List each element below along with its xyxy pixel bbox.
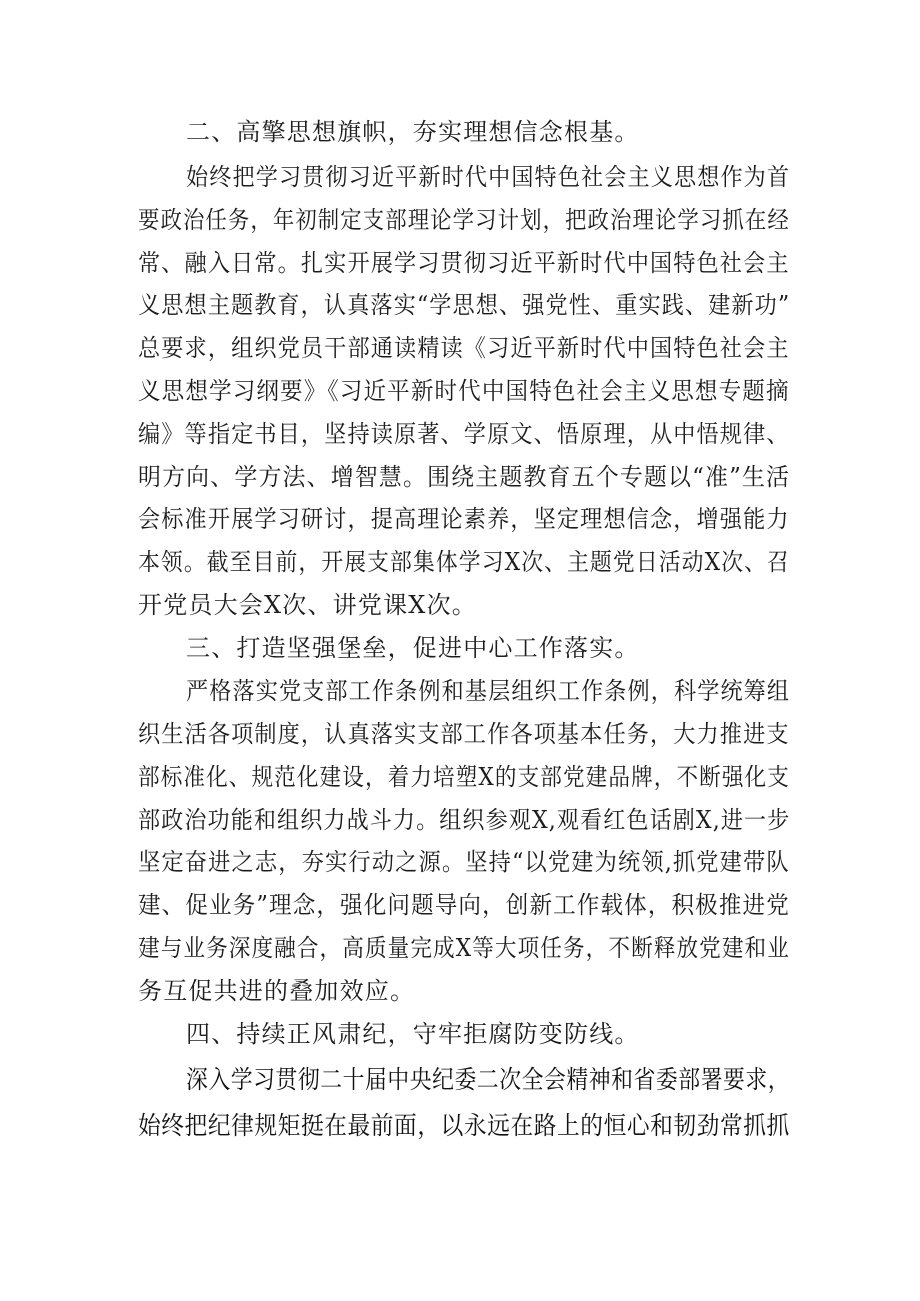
section-3-line: 建与业务深度融合，高质量完成X等大项任务，不断释放党建和业 — [138, 934, 790, 962]
section-2-line: 义思想主题教育，认真落实“学思想、强党性、重实践、建新功” — [138, 291, 791, 319]
section-2-line: 常、融入日常。扎实开展学习贯彻习近平新时代中国特色社会主 — [138, 249, 790, 277]
section-3-line: 务互促共进的叠加效应。 — [138, 977, 416, 1005]
section-2-line: 本领。截至目前，开展支部集体学习X次、主题党日活动X次、召 — [138, 548, 790, 576]
section-2-line: 编》等指定书目，坚持读原著、学原文、悟原理，从中悟规律、 — [138, 420, 790, 448]
section-4-line: 始终把纪律规矩挺在最前面，以永远在路上的恒心和韧劲常抓抓 — [138, 1111, 790, 1140]
section-4-heading: 四、持续正风肃纪，守牢拒腐防变防线。 — [186, 1020, 640, 1048]
section-2-line: 义思想学习纲要》《习近平新时代中国特色社会主义思想专题摘 — [138, 377, 790, 405]
section-2-line: 要政治任务，年初制定支部理论学习计划，把政治理论学习抓在经 — [138, 206, 790, 234]
section-3-line: 部标准化、规范化建设，着力培塑X的支部党建品牌，不断强化支 — [138, 763, 790, 791]
section-3-line: 织生活各项制度，认真落实支部工作各项基本任务，大力推进支 — [138, 720, 790, 748]
section-3-line: 建、促业务”理念，强化问题导向，创新工作载体，积极推进党 — [138, 891, 790, 919]
section-3-heading: 三、打造坚强堡垒，促进中心工作落实。 — [186, 634, 640, 662]
section-3-line: 部政治功能和组织力战斗力。组织参观X,观看红色话剧X,进一步 — [138, 806, 791, 834]
section-4-line: 深入学习贯彻二十届中央纪委二次全会精神和省委部署要求， — [186, 1065, 791, 1094]
section-2-line: 开党员大会X次、讲党课X次。 — [138, 591, 477, 619]
section-2-line: 总要求，组织党员干部通读精读《习近平新时代中国特色社会主 — [138, 334, 790, 362]
section-2-line: 始终把学习贯彻习近平新时代中国特色社会主义思想作为首 — [186, 163, 791, 191]
section-2-line: 明方向、学方法、增智慧。围绕主题教育五个专题以“准”生活 — [138, 463, 791, 491]
section-3-line: 坚定奋进之志，夯实行动之源。坚持“以党建为统领,抓党建带队 — [138, 848, 790, 876]
section-2-line: 会标准开展学习研讨，提高理论素养，坚定理想信念，增强能力 — [138, 505, 790, 533]
section-2-heading: 二、高擎思想旗帜，夯实理想信念根基。 — [186, 118, 640, 146]
section-3-line: 严格落实党支部工作条例和基层组织工作条例，科学统筹组 — [186, 677, 791, 705]
